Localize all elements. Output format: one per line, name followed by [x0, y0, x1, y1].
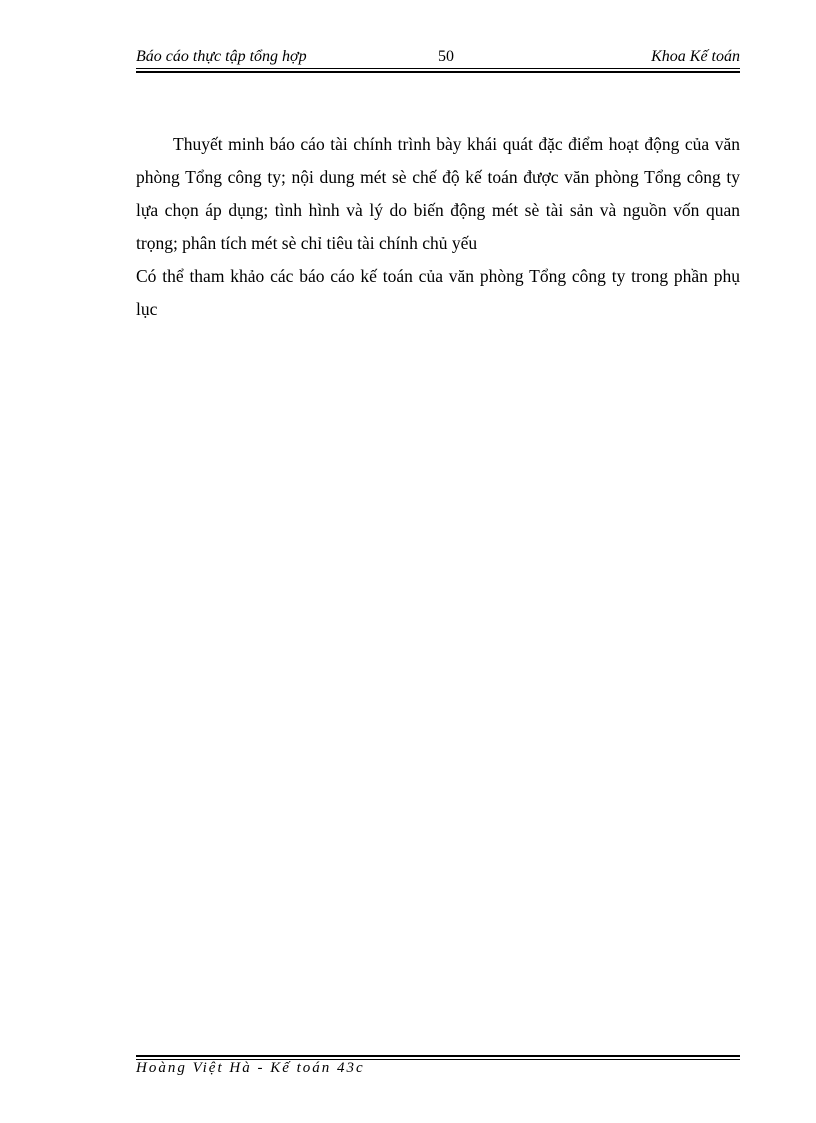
page-header [136, 48, 740, 70]
header-report-title: Báo cáo thực tập tổng hợp [136, 48, 307, 65]
header-page-number: 50 [438, 48, 454, 65]
body-paragraph-1: Thuyết minh báo cáo tài chính trình bày khái quát đặc điểm hoạt động của văn phòng Tổng công ty; nội dung mét sè chế độ kế toán được văn phòng Tổng công ty lựa chọn áp dụng; tình hình và lý do biến động mét sè tài sản và nguồn vốn quan trọng; phân tích mét sè chỉ tiêu tài chính chủ yếu [136, 134, 740, 253]
body-content [136, 128, 740, 326]
page-footer-author: Hoàng Việt Hà - Kế toán 43c [136, 1060, 365, 1076]
header-department: Khoa Kế toán [651, 48, 740, 65]
body-paragraph-2: Có thể tham khảo các báo cáo kế toán của văn phòng Tổng công ty trong phần phụ lục [136, 266, 740, 319]
header-divider [136, 68, 740, 73]
